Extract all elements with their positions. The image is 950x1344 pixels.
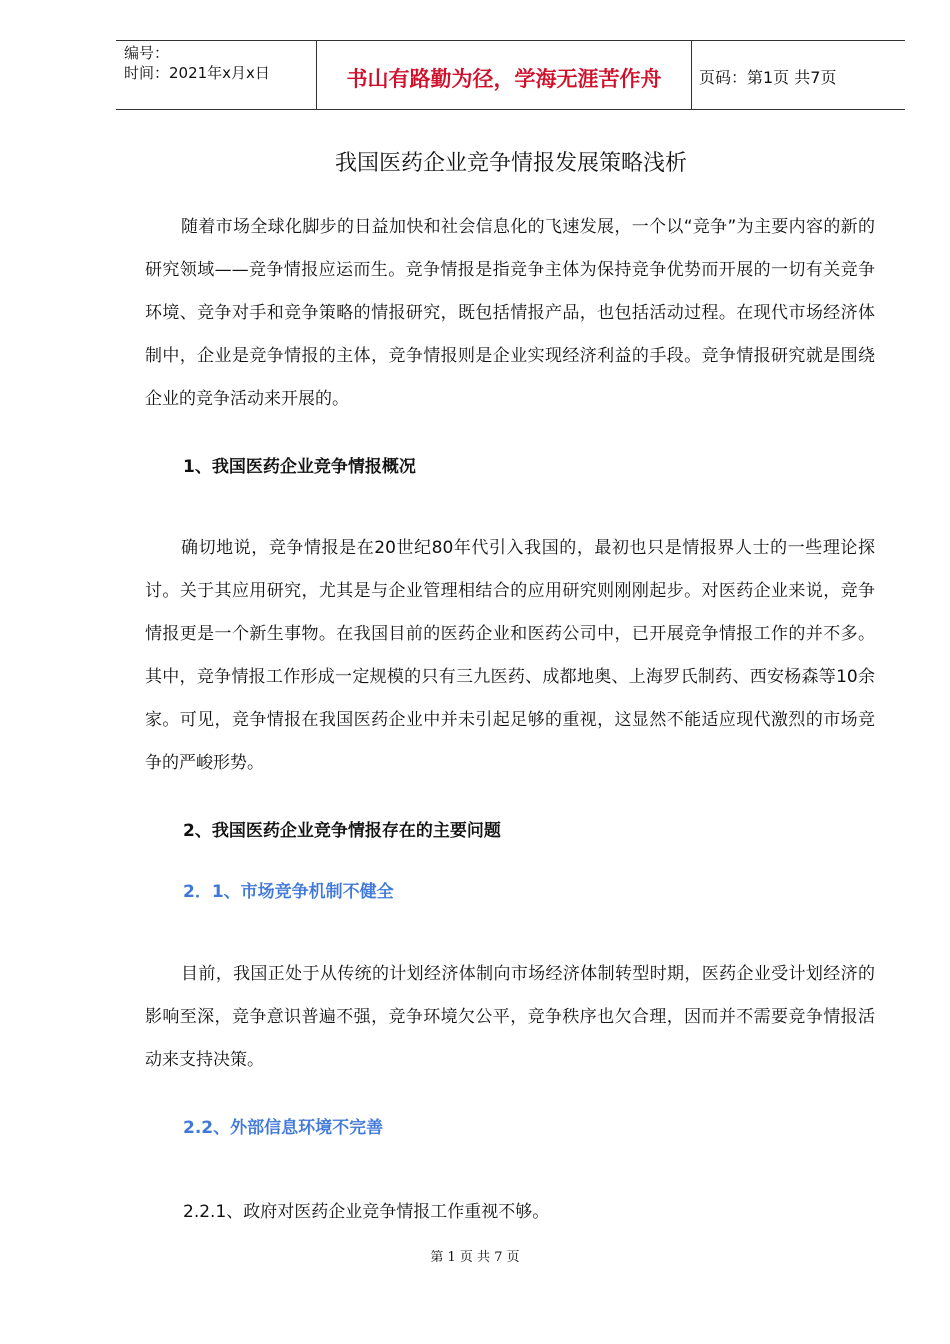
document-date-label: 时间：2021年x月x日 [124, 64, 270, 82]
page-footer: 第 1 页 共 7 页 [430, 1250, 520, 1265]
header-page-cell [691, 41, 905, 109]
header-motto: 书山有路勤为径，学海无涯苦作舟 [346, 66, 662, 91]
header-meta-cell [116, 41, 316, 109]
section-1-heading: 1、我国医药企业竞争情报概况 [183, 457, 416, 477]
section-2-2-heading: 2.2、外部信息环境不完善 [183, 1118, 384, 1138]
header-motto-cell [316, 41, 692, 109]
section-1-paragraph: 确切地说，竞争情报是在20世纪80年代引入我国的，最初也只是情报界人士的一些理论探讨。关于其应用研究，尤其是与企业管理相结合的应用研究则刚刚起步。对医药企业来说，竞争情报更是一个新生事物。在我国目前的医药企业和医药公司中，已开展竞争情报工作的并不多。其中，竞争情报工作形成一定规模的只有三九医药、成都地奥、上海罗氏制药、西安杨森等10余家。可见，竞争情报在我国医药企业中并未引起足够的重视，这显然不能适应现代激烈的市场竞争的严峻形势。 [145, 538, 875, 773]
section-2-heading: 2、我国医药企业竞争情报存在的主要问题 [183, 821, 501, 841]
section-2-1-heading: 2．1、市场竞争机制不健全 [183, 882, 394, 902]
document-header [116, 40, 905, 110]
document-number-label: 编号： [124, 44, 170, 62]
section-2-1-paragraph: 目前，我国正处于从传统的计划经济体制向市场经济体制转型时期，医药企业受计划经济的影响至深，竞争意识普遍不强，竞争环境欠公平，竞争秩序也欠合理，因而并不需要竞争情报活动来支持决策。 [145, 964, 875, 1070]
header-page-info: 页码：第1页 共7页 [699, 68, 837, 87]
section-2-2-1-text: 2.2.1、政府对医药企业竞争情报工作重视不够。 [183, 1202, 550, 1222]
intro-paragraph: 随着市场全球化脚步的日益加快和社会信息化的飞速发展，一个以“竞争”为主要内容的新的研究领域——竞争情报应运而生。竞争情报是指竞争主体为保持竞争优势而开展的一切有关竞争环境、竞争对手和竞争策略的情报研究，既包括情报产品，也包括活动过程。在现代市场经济体制中，企业是竞争情报的主体，竞争情报则是企业实现经济利益的手段。竞争情报研究就是围绕企业的竞争活动来开展的。 [145, 217, 875, 409]
document-title: 我国医药企业竞争情报发展策略浅析 [334, 151, 687, 176]
